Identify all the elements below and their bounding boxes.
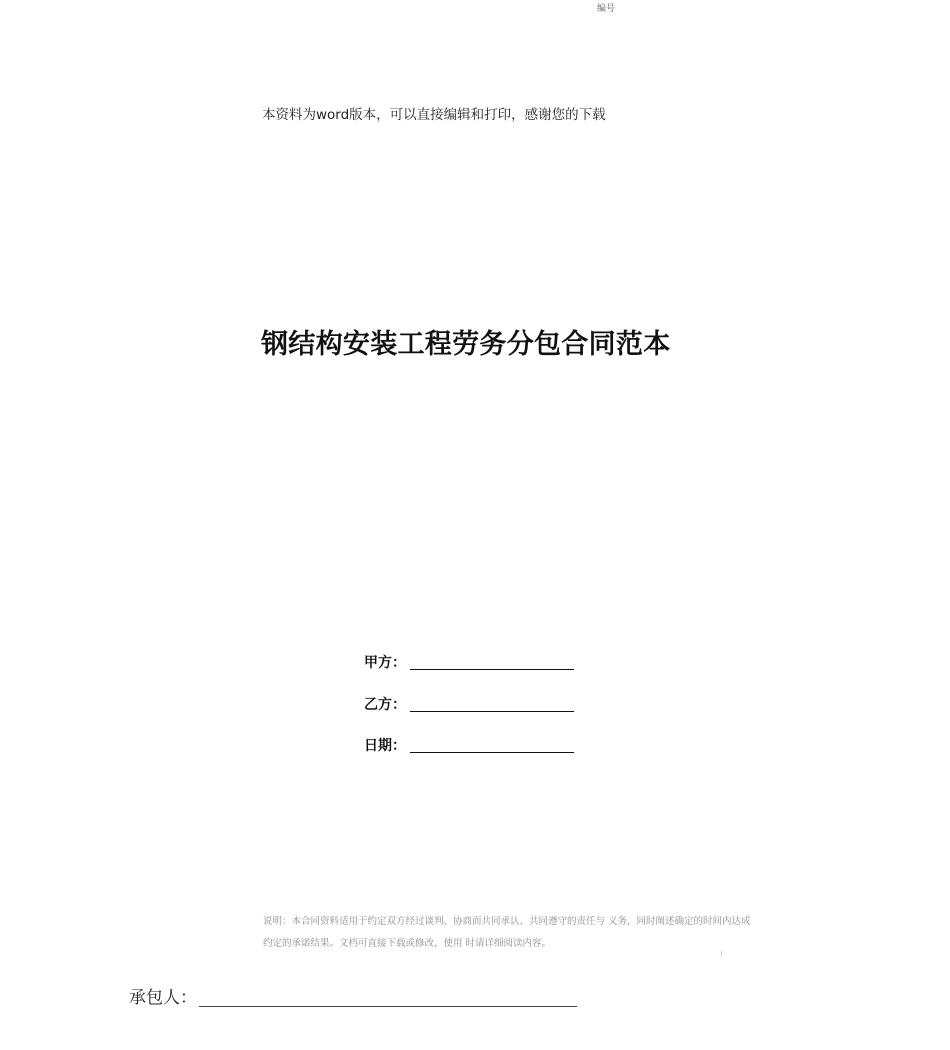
explanation-note-line-1: 说明：本合同资料适用于约定双方经过谈判、协商而共同承认、共同遵守的责任与 义务，同时阐述确定的时间内达成	[263, 916, 751, 927]
contractor-field	[129, 983, 577, 1008]
date-label: 日期：	[364, 738, 406, 754]
explanation-note	[263, 911, 823, 955]
document-number-label: 编号	[597, 4, 616, 14]
party-a-label: 甲方：	[364, 655, 406, 671]
stray-mark: !	[720, 950, 724, 959]
party-b-field	[364, 694, 574, 714]
document-title: 钢结构安装工程劳务分包合同范本	[261, 329, 671, 360]
party-a-field	[364, 652, 574, 672]
party-b-label: 乙方：	[364, 697, 406, 713]
date-blank-line	[410, 740, 574, 753]
date-field	[364, 735, 574, 755]
party-b-blank-line	[410, 699, 574, 712]
contractor-blank-line	[199, 992, 577, 1007]
explanation-note-line-2: 约定的承诺结果。文档可直接下载或修改，使用 时请详细阅读内容。	[263, 938, 552, 949]
download-notice: 本资料为word版本，可以直接编辑和打印，感谢您的下载	[262, 107, 606, 123]
party-a-blank-line	[410, 657, 574, 670]
contractor-label: 承包人：	[129, 988, 197, 1008]
